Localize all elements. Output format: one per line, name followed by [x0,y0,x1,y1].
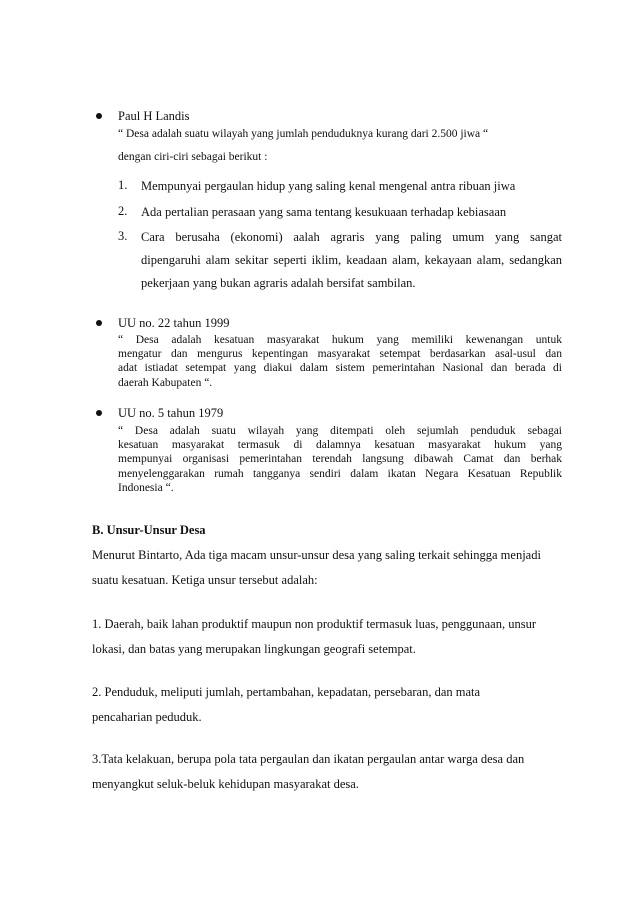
quote-line: dengan ciri-ciri sebagai berikut : [118,151,268,163]
quote-line: Indonesia “. [118,481,174,494]
quote-line: “ Desa adalah suatu wilayah yang ditempati oleh sejumlah penduduk sebagai [118,425,562,437]
list-text: Mempunyai pergaulan hidup yang saling kenal mengenal antra ribuan jiwa [141,179,516,193]
quote-line: adat istiadat setempat yang diakui dalam sistem pemerintahan Nasional dan berada di [118,362,562,375]
bullet-icon [96,410,102,416]
list-number: 1. [118,178,128,192]
paragraph-line: pencaharian peduduk. [92,710,202,724]
quote-paragraph [118,424,562,495]
section-title: UU no. 22 tahun 1999 [118,316,230,330]
bullet-icon [96,113,102,119]
quote-paragraph [118,333,562,390]
list-text: Cara berusaha (ekonomi) aalah agraris yang paling umum yang sangat [141,230,562,244]
quote-line: mempunyai organisasi pemerintahan terendah langsung dibawah Camat dan berhak [118,453,562,466]
body-paragraph [92,747,562,797]
paragraph-line: 3.Tata kelakuan, berupa pola tata pergaulan dan ikatan pergaulan antar warga desa dan [92,752,525,766]
quote-line: daerah Kabupaten “. [118,376,213,389]
section-uu-5-1979 [96,405,562,505]
quote-line: “ Desa adalah suatu wilayah yang jumlah penduduknya kurang dari 2.500 jiwa “ [118,128,489,140]
section-paul-h-landis [96,108,562,288]
paragraph-line: suatu kesatuan. Ketiga unsur tersebut adalah: [92,573,318,587]
paragraph-line: menyangkut seluk-beluk kehidupan masyarakat desa. [92,777,359,791]
paragraph-line: 1. Daerah, baik lahan produktif maupun non produktif termasuk luas, penggunaan, unsur [92,617,536,631]
list-number: 2. [118,204,128,218]
quote-line: kesatuan masyarakat termasuk di dalamnya kesatuan masyarakat hukum yang [118,439,562,452]
bullet-icon [96,320,102,326]
section-heading: B. Unsur-Unsur Desa [92,523,206,537]
body-paragraph [92,680,562,730]
section-title: UU no. 5 tahun 1979 [118,406,224,420]
paragraph-line: Menurut Bintarto, Ada tiga macam unsur-unsur desa yang saling terkait sehingga menjadi [92,548,541,562]
list-text: dipengaruhi alam sekitar seperti iklim, keadaan alam, kekayaan alam, sedangkan [141,253,562,267]
quote-line: menyelenggarakan rumah tangganya sendiri dalam ikatan Negara Kesatuan Republik [118,467,562,480]
list-text: Ada pertalian perasaan yang sama tentang kesukuaan terhadap kebiasaan [141,205,507,219]
paragraph-line: lokasi, dan batas yang merupakan lingkungan geografi setempat. [92,642,416,656]
list-number: 3. [118,229,128,243]
quote-line: mengatur dan mengurus kepentingan masyarakat setempat berdasarkan asal-usul dan [118,348,562,361]
body-paragraph [92,543,562,593]
paragraph-line: 2. Penduduk, meliputi jumlah, pertambahan, kepadatan, persebaran, dan mata [92,685,481,699]
section-title: Paul H Landis [118,109,190,123]
body-paragraph [92,612,562,662]
quote-line: “ Desa adalah kesatuan masyarakat hukum yang memiliki kewenangan untuk [118,334,562,346]
section-uu-22-1999 [96,315,562,395]
list-text: pekerjaan yang bukan agraris adalah bersifat sambilan. [141,276,416,290]
